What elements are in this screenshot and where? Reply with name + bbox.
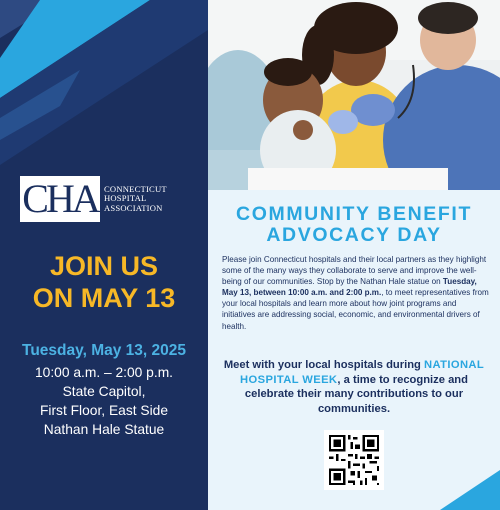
event-floor: First Floor, East Side bbox=[39, 403, 169, 418]
organization-name-line: ASSOCIATION bbox=[104, 202, 163, 213]
event-title bbox=[208, 204, 500, 246]
event-description bbox=[222, 254, 490, 332]
organization-name bbox=[104, 185, 167, 214]
corner-accent bbox=[440, 470, 500, 510]
event-time: 10:00 a.m. – 2:00 p.m. bbox=[34, 365, 174, 380]
callout-highlight: NATIONAL HOSPITAL WEEK bbox=[240, 359, 485, 386]
callout-text: , a time to recognize and celebrate their many contributions to our communities. bbox=[244, 373, 468, 416]
logo-mark: CHA bbox=[22, 176, 98, 221]
description-text: , to meet representatives from your local hospitals and learn more about how joint programs and initiatives are addressing social, economic, and environmental drivers of health. bbox=[222, 288, 489, 331]
left-panel bbox=[0, 0, 208, 510]
event-landmark: Nathan Hale Statue bbox=[43, 422, 165, 437]
organization-name-line: HOSPITAL bbox=[104, 193, 147, 204]
description-text: Please join Connecticut hospitals and their local partners as they highlight some of the many ways they collaborate to serve and improve the well-being of our communities. Stop by the Nathan Hale statue on bbox=[222, 255, 487, 287]
decorative-stripes bbox=[0, 0, 208, 170]
qr-code-icon[interactable] bbox=[324, 430, 384, 490]
join-line: JOIN US bbox=[49, 251, 159, 281]
event-date: Tuesday, May 13, 2025 bbox=[22, 342, 186, 359]
event-info-panel bbox=[208, 190, 500, 510]
qr-code-graphic bbox=[324, 430, 384, 490]
event-title-line: ADVOCACY DAY bbox=[266, 224, 442, 246]
organization-name-line: CONNECTICUT bbox=[104, 183, 167, 194]
join-line: ON MAY 13 bbox=[32, 283, 176, 313]
hospital-week-callout bbox=[218, 358, 490, 417]
cha-logo bbox=[20, 176, 167, 222]
event-venue: State Capitol, bbox=[62, 384, 146, 399]
event-title-line: COMMUNITY BENEFIT bbox=[236, 203, 472, 225]
photo-illustration bbox=[208, 0, 500, 190]
join-us-headline bbox=[0, 250, 208, 314]
description-bold-text: Tuesday, May 13, between 10:00 a.m. and 2:00 p.m. bbox=[222, 277, 477, 298]
hero-photo bbox=[208, 0, 500, 190]
logo-box bbox=[20, 176, 100, 222]
callout-text: Meet with your local hospitals during bbox=[223, 359, 424, 371]
event-details bbox=[0, 363, 208, 439]
